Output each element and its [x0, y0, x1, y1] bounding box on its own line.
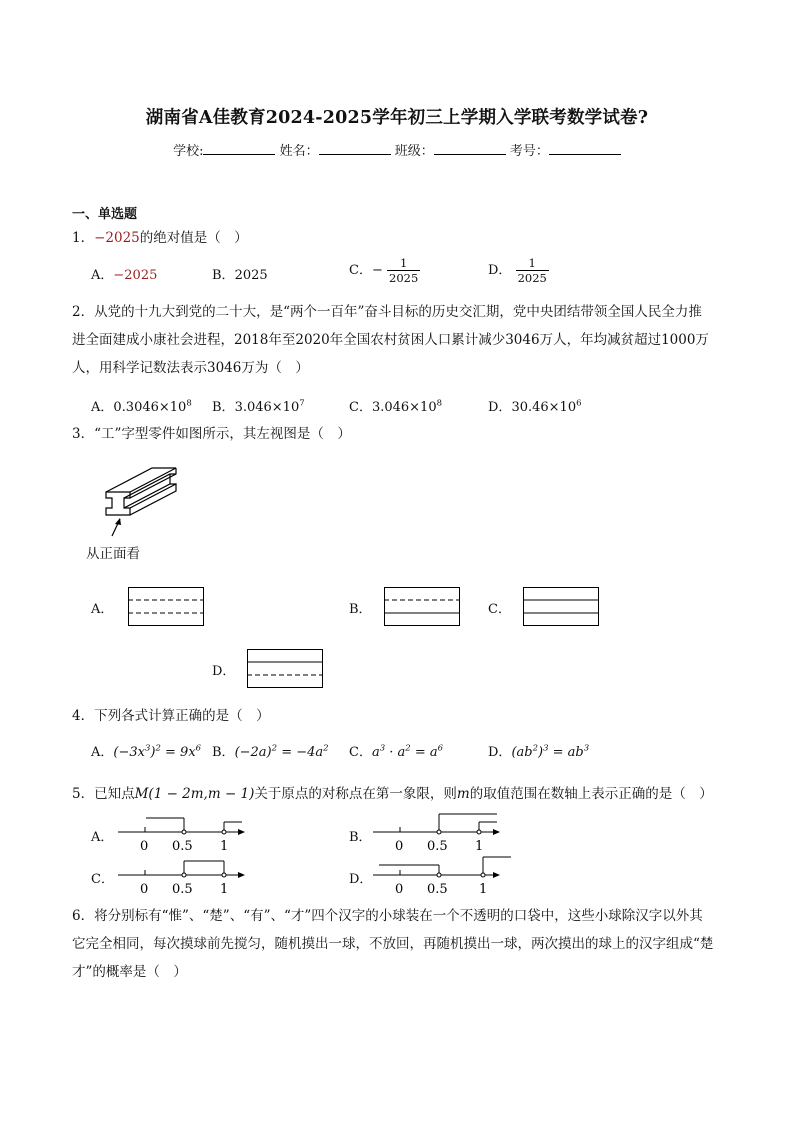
q1-option-a[interactable] — [91, 264, 157, 283]
q3-option-a-figure[interactable] — [128, 587, 204, 627]
q2-option-a[interactable] — [91, 396, 192, 415]
option-base: 30.46×10 — [511, 400, 577, 415]
option-label: A． — [91, 268, 114, 283]
school-blank[interactable] — [203, 142, 275, 155]
q5-option-a-numberline[interactable] — [118, 810, 248, 852]
school-label: 学校: — [173, 144, 204, 159]
tick-0: 0 — [395, 839, 404, 854]
q1-expression: −2025 — [94, 230, 140, 246]
option-exponent: 7 — [299, 398, 305, 409]
tick-1: 1 — [220, 882, 229, 897]
option-label: A． — [91, 745, 114, 760]
q5-option-c-label[interactable]: C． — [91, 872, 114, 887]
option-base: 0.3046×10 — [113, 400, 187, 415]
q2-option-d[interactable] — [488, 396, 582, 415]
view-caption: 从正面看 — [86, 546, 140, 562]
q5-text-b: 关于原点的对称点在第一象限，则 — [254, 786, 457, 802]
option-exponent: 8 — [186, 398, 192, 409]
tick-0-5: 0.5 — [172, 839, 193, 854]
denominator: 2025 — [389, 271, 419, 285]
class-label: 班级： — [394, 144, 434, 159]
q5-point: M — [134, 786, 149, 802]
option-value: 2025 — [234, 268, 268, 283]
option-value: −2025 — [113, 268, 158, 283]
option-label: A． — [91, 400, 114, 415]
fraction — [387, 256, 420, 285]
q5-option-c-numberline[interactable] — [118, 853, 248, 895]
q4-option-d[interactable]: D．$(ab^2)^3 = ab^3$ — [488, 743, 590, 760]
q1-option-c[interactable] — [349, 256, 420, 285]
option-label: B． — [212, 400, 235, 415]
q1-number: 1． — [72, 230, 95, 246]
option-label: B． — [212, 745, 235, 760]
q5-text-c: 的取值范围在数轴上表示正确的是（ ） — [469, 786, 713, 802]
q3-number: 3． — [72, 426, 95, 442]
q5-option-d-label[interactable]: D． — [349, 872, 373, 887]
q6-line-3: 才”的概率是（ ） — [72, 964, 187, 980]
option-label: D． — [488, 745, 512, 760]
tick-0: 0 — [395, 882, 404, 897]
q6-line-1: 将分别标有“惟”、“楚”、“有”、“才”四个汉字的小球装在一个不透明的口袋中，这些小球除汉字以外其 — [94, 908, 703, 924]
option-base: 3.046×10 — [371, 400, 437, 415]
numerator: 1 — [387, 256, 420, 271]
question-4 — [72, 702, 732, 730]
q4-option-b[interactable]: B．$(-2a)^2 = -4a^2$ — [212, 743, 329, 760]
option-rhs: = 9x — [165, 745, 196, 760]
option-base: 3.046×10 — [234, 400, 300, 415]
q5-coords: (1 − 2m,m − 1) — [148, 786, 255, 802]
fraction — [516, 256, 549, 285]
q6-line-2: 它完全相同，每次摸球前先搅匀，随机摸出一球，不放回，再随机摸出一球，两次摸出的球上的汉字组成“楚 — [72, 936, 714, 952]
q2-option-b[interactable] — [212, 396, 305, 415]
question-1 — [72, 224, 732, 252]
i-beam-figure — [96, 458, 196, 548]
q1-text: 的绝对值是（ ） — [139, 230, 248, 246]
option-rhs: = −4a — [281, 745, 324, 760]
q3-option-d-figure[interactable] — [247, 649, 323, 689]
q5-text-a: 已知点 — [94, 786, 135, 802]
q6-number: 6． — [72, 908, 95, 924]
q5-option-b-label[interactable]: B． — [349, 830, 372, 845]
q3-option-a-label[interactable]: A． — [91, 602, 114, 617]
q2-line-3: 人，用科学记数法表示3046万为（ ） — [72, 360, 309, 376]
denominator: 2025 — [517, 271, 547, 285]
q4-option-a[interactable]: A．$(-3x^3)^2 = 9x^6$ — [91, 743, 202, 760]
arrow-head-icon — [115, 518, 121, 525]
tick-0: 0 — [140, 882, 149, 897]
question-2 — [72, 298, 732, 382]
class-blank[interactable] — [434, 142, 506, 155]
section-heading: 一、单选题 — [72, 207, 138, 222]
q4-number: 4． — [72, 708, 95, 724]
tick-0: 0 — [140, 839, 149, 854]
q5-option-a-label[interactable]: A． — [91, 830, 114, 845]
q3-option-d-label[interactable]: D． — [212, 664, 236, 679]
q4-text: 下列各式计算正确的是（ ） — [94, 708, 270, 724]
option-label: C． — [349, 745, 372, 760]
option-label: B． — [212, 268, 235, 283]
exam-number-label: 考号： — [509, 144, 549, 159]
q2-number: 2． — [72, 304, 95, 320]
exam-number-blank[interactable] — [549, 142, 621, 155]
option-sign: − — [371, 263, 383, 278]
tick-1: 1 — [479, 882, 488, 897]
exam-title: 湖南省A佳教育2024-2025学年初三上学期入学联考数学试卷? — [145, 108, 649, 128]
q3-text: “工”字型零件如图所示，其左视图是（ ） — [94, 426, 351, 442]
tick-1: 1 — [475, 839, 484, 854]
q2-option-c[interactable] — [349, 396, 442, 415]
q5-option-b-numberline[interactable] — [373, 810, 503, 852]
q1-option-d[interactable] — [488, 256, 549, 285]
question-5 — [72, 780, 732, 808]
q3-option-b-label[interactable]: B． — [349, 602, 372, 617]
option-lhs: (−3x — [113, 745, 145, 760]
q4-option-c[interactable]: C．$a^3 \cdot a^2 = a^6$ — [349, 743, 444, 760]
option-rhs: = a — [414, 745, 438, 760]
q2-line-1: 从党的十九大到党的二十大，是“两个一百年”奋斗目标的历史交汇期，党中央团结带领全国人民全力推 — [94, 304, 702, 320]
question-3 — [72, 420, 732, 448]
option-mid: · a — [389, 745, 406, 760]
option-label: C． — [349, 263, 372, 278]
option-label: D． — [488, 400, 512, 415]
q3-option-c-figure[interactable] — [523, 587, 599, 627]
name-blank[interactable] — [319, 142, 391, 155]
option-label: D． — [488, 263, 512, 278]
tick-0-5: 0.5 — [172, 882, 193, 897]
q5-var: m — [456, 786, 470, 802]
tick-1: 1 — [220, 839, 229, 854]
q5-option-d-numberline[interactable] — [373, 853, 513, 895]
option-rhs: = ab — [552, 745, 584, 760]
option-lhs: (−2a) — [234, 745, 272, 760]
option-label: C． — [349, 400, 372, 415]
numerator: 1 — [516, 256, 549, 271]
student-info-fields — [0, 140, 794, 159]
option-lhs: a — [371, 745, 380, 760]
question-6 — [72, 902, 732, 986]
option-exponent: 6 — [576, 398, 582, 409]
q3-option-c-label[interactable]: C． — [488, 602, 511, 617]
option-exponent: 8 — [436, 398, 443, 409]
tick-0-5: 0.5 — [427, 839, 448, 854]
option-lhs: (ab — [511, 745, 533, 760]
q2-line-2: 进全面建成小康社会进程，2018年至2020年全国农村贫困人口累计减少3046万人，年均减贫超过1000万 — [72, 332, 709, 348]
q3-option-b-figure[interactable] — [384, 587, 460, 627]
q1-option-b[interactable] — [212, 264, 268, 283]
q5-number: 5． — [72, 786, 95, 802]
name-label: 姓名： — [279, 144, 319, 159]
tick-0-5: 0.5 — [427, 882, 448, 897]
